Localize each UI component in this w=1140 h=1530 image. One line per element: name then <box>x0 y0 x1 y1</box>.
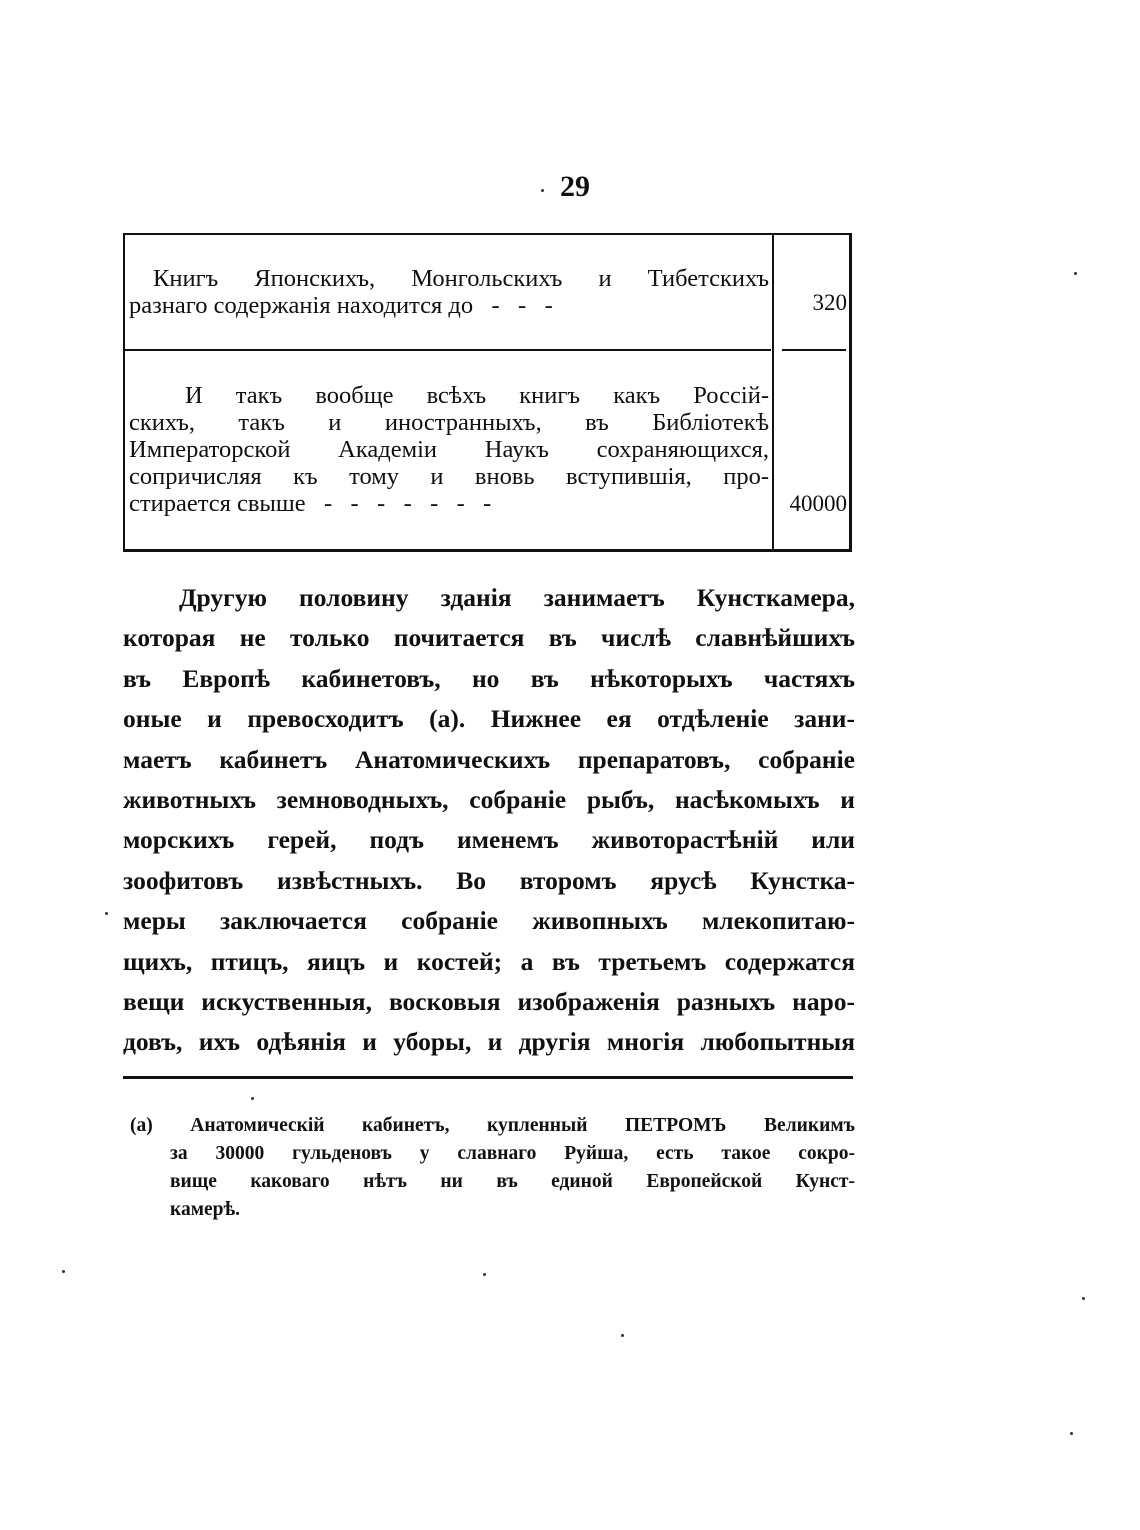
paragraph-line: вещи искуственныя, восковыя изображенія разныхъ наро- <box>123 987 855 1017</box>
paragraph-line: меры заключается собраніе живопныхъ млекопитаю- <box>123 906 855 936</box>
table-row-total-books <box>129 382 769 517</box>
body-paragraph <box>123 578 855 1063</box>
entry-line: сопричисляя къ тому и вновь вступившія, про- <box>129 463 769 490</box>
paragraph-line: въ Европѣ кабинетовъ, но въ нѣкоторыхъ частяхъ <box>123 663 855 693</box>
print-speck <box>105 912 108 915</box>
entry-line: стирается свыше - - - - - - - <box>129 490 492 517</box>
paragraph-line: щихъ, птицъ, яицъ и костей; а въ третьемъ содержатся <box>123 946 855 976</box>
row-divider <box>125 349 771 351</box>
footnote-line: (а) Анатомическій кабинетъ, купленный ПЕТРОМЪ Великимъ <box>130 1115 855 1136</box>
sum-rule <box>782 349 846 351</box>
page-number: 29 <box>560 170 590 203</box>
entry-line: Императорской Академіи Наукъ сохраняющихся, <box>129 436 769 463</box>
entry-line: скихъ, такъ и иностранныхъ, въ Библіотекѣ <box>129 409 769 436</box>
table-row-oriental-books <box>129 265 769 319</box>
amount-total-books: 40000 <box>789 491 847 516</box>
print-speck <box>251 1097 254 1100</box>
footnote-line: камерѣ. <box>170 1199 241 1220</box>
print-speck <box>62 1270 65 1273</box>
print-speck <box>1082 1297 1085 1300</box>
footnote-divider <box>123 1076 853 1079</box>
print-speck <box>1070 1432 1073 1435</box>
paragraph-line: Другую половину зданія занимаетъ Кунсткамера, <box>179 583 855 612</box>
amount-oriental-books: 320 <box>812 290 847 315</box>
paragraph-line: морскихъ герей, подъ именемъ животорастѣній или <box>123 825 855 855</box>
entry-line: разнаго содержанія находится до - - - <box>129 292 553 319</box>
print-speck <box>541 189 544 192</box>
paragraph-line: зоофитовъ извѣстныхъ. Во второмъ ярусѣ Кунстка- <box>123 865 855 895</box>
print-speck <box>621 1334 624 1337</box>
footnote-line: вище каковаго нѣтъ ни въ единой Европейской Кунст- <box>170 1171 855 1192</box>
entry-line: И такъ вообще всѣхъ книгъ какъ Россій- <box>185 382 769 409</box>
paragraph-line: маетъ кабинетъ Анатомическихъ препаратовъ, собраніе <box>123 744 855 774</box>
paragraph-line: животныхъ земноводныхъ, собраніе рыбъ, насѣкомыхъ и <box>123 785 855 815</box>
print-speck <box>1074 272 1077 275</box>
entry-line: Книгъ Японскихъ, Монгольскихъ и Тибетскихъ <box>153 265 769 292</box>
paragraph-line: которая не только почитается въ числѣ славнѣйшихъ <box>123 623 855 653</box>
column-divider <box>772 235 774 549</box>
paragraph-line: довъ, ихъ одѣянія и уборы, и другія многія любопытныя <box>123 1027 855 1057</box>
footnote <box>130 1112 855 1224</box>
print-speck <box>483 1273 486 1276</box>
book-count-table <box>123 233 852 552</box>
paragraph-line: оные и превосходитъ (а). Нижнее ея отдѣленіе зани- <box>123 704 855 734</box>
footnote-line: за 30000 гульденовъ у славнаго Руйша, есть такое сокро- <box>170 1143 855 1164</box>
